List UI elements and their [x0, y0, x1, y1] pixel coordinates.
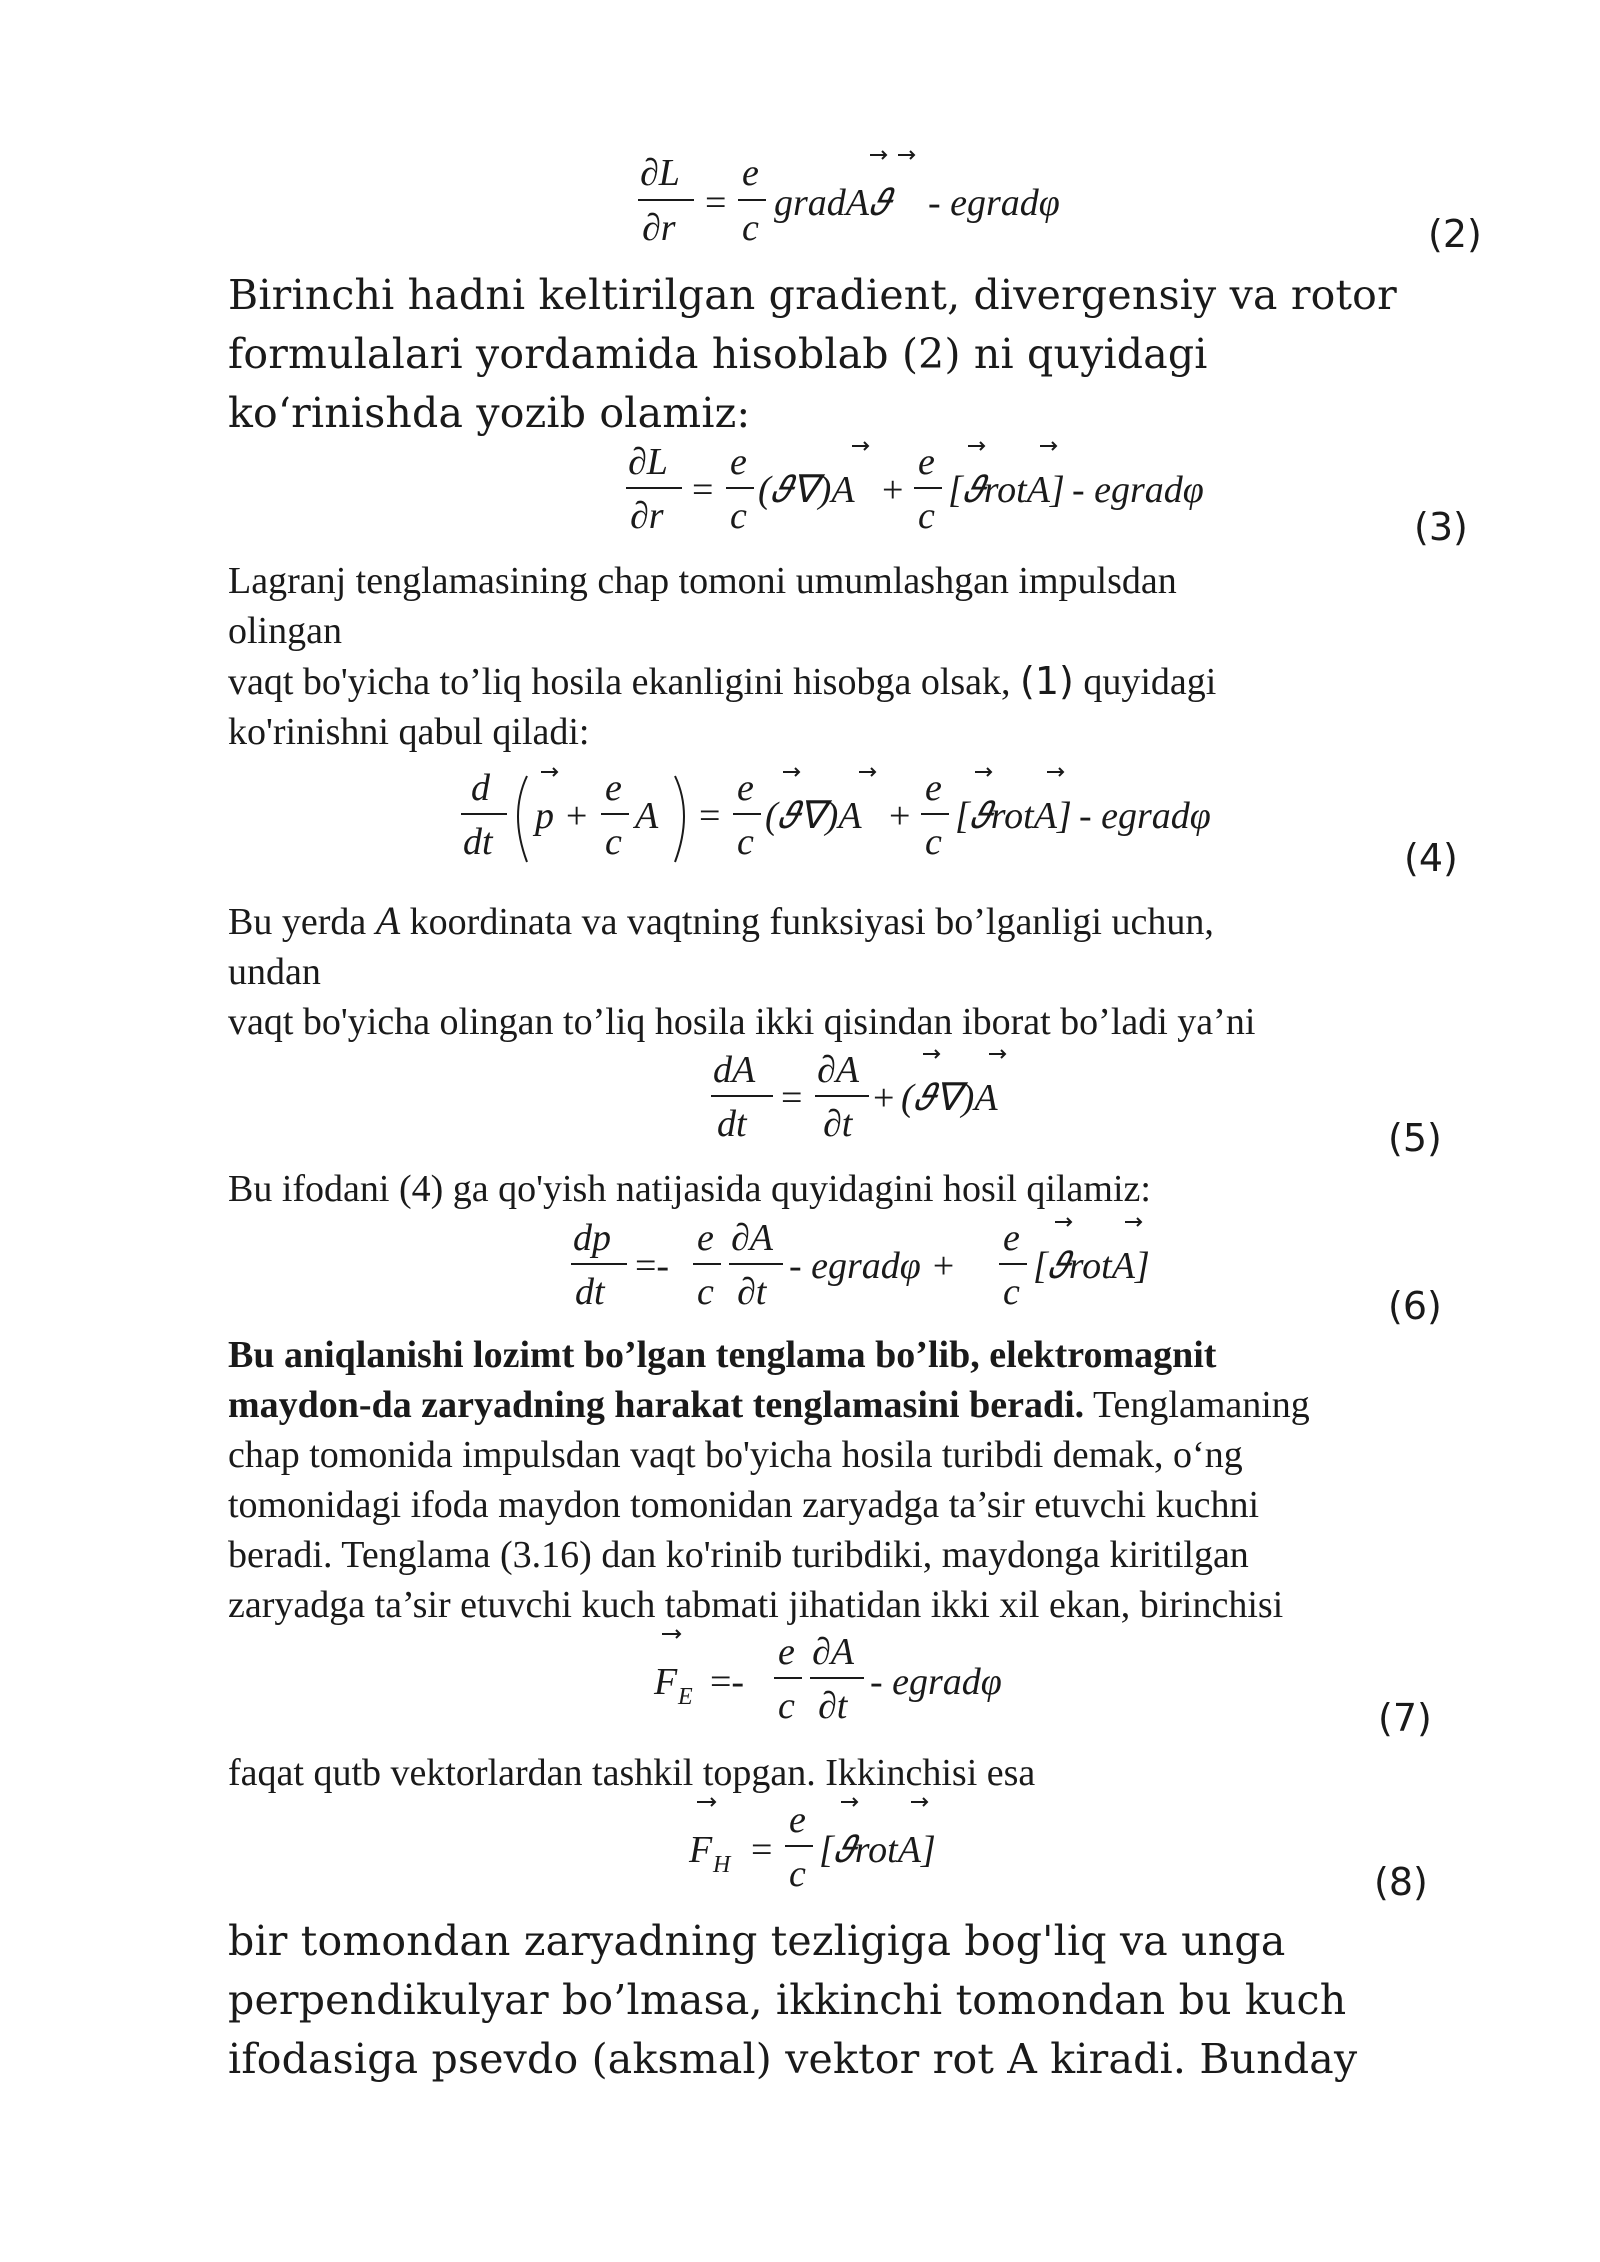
eq7-lhs-sub: E — [678, 1684, 693, 1710]
eq4-inner: p + — [535, 795, 590, 837]
text-line: chap tomonida impulsdan vaqt bo'yicha hosila turibdi demak, oʻng — [228, 1434, 1243, 1476]
eq8-term: [𝜗rotA] — [819, 1829, 936, 1871]
text-span: vaqt bo'yicha to’liq hosila ekanligini hisobga olsak, — [228, 661, 1021, 703]
eq5-rhs-num: ∂A — [817, 1049, 859, 1091]
eq2-lhs-num: ∂L — [640, 152, 680, 194]
equation-3 — [620, 432, 1260, 552]
eq5-term: (𝜗∇)A — [901, 1077, 998, 1119]
eq6-term2: - egradφ + — [789, 1245, 956, 1287]
text-line: perpendikulyar bo’lmasa, ikkinchi tomondan bu kuch — [228, 1976, 1347, 2024]
text-line: olingan — [228, 610, 342, 652]
svg-text:+: + — [873, 1077, 895, 1119]
text-line: bir tomondan zaryadning tezligiga bog'liq va unga — [228, 1917, 1286, 1965]
svg-text:=-: =- — [635, 1245, 670, 1287]
eq6-term1-num: ∂A — [731, 1217, 773, 1259]
paragraph-4 — [228, 1164, 1488, 1214]
eq2-coef-num: e — [742, 152, 759, 194]
eq4-term3: - egradφ — [1079, 795, 1211, 837]
equation-5 — [705, 1040, 1065, 1160]
eq7-rhs-den: ∂t — [818, 1685, 848, 1727]
eq4-term2: [𝜗rotA] — [955, 795, 1072, 837]
eq3-lhs-num: ∂L — [628, 441, 668, 483]
text-line: vaqt bo'yicha olingan to’liq hosila ikki qisindan iborat bo’ladi ya’ni — [228, 1001, 1256, 1043]
text-line: Birinchi hadni keltirilgan gradient, divergensiy va rotor — [228, 271, 1397, 319]
svg-text:c: c — [925, 821, 942, 863]
text-line — [228, 896, 1488, 947]
equation-8 — [685, 1790, 985, 1910]
eq6-term1-den: ∂t — [737, 1271, 767, 1313]
svg-text:c: c — [918, 495, 935, 537]
svg-text:e: e — [925, 767, 942, 809]
text-line: tomonidagi ifoda maydon tomonidan zaryadga ta’sir etuvchi kuchni — [228, 1484, 1260, 1526]
paragraph-5 — [228, 1330, 1488, 1630]
paragraph-7 — [228, 1912, 1488, 2089]
eq6-term3: [𝜗rotA] — [1033, 1245, 1150, 1287]
text-line — [228, 1380, 1488, 1430]
paragraph-1 — [228, 266, 1488, 443]
reference-1: (1) — [1020, 659, 1074, 703]
text-line: zaryadga ta’sir etuvchi kuch tabmati jihatidan ikki xil ekan, birinchisi — [228, 1584, 1284, 1626]
svg-text:e: e — [730, 441, 747, 483]
eq3-term3: - egradφ — [1072, 469, 1204, 511]
svg-text:=: = — [699, 795, 721, 837]
text-line: formulalari yordamida hisoblab (2) ni quyidagi — [228, 330, 1208, 378]
svg-text:c: c — [1003, 1271, 1020, 1313]
equation-4 — [455, 758, 1275, 878]
eq8-lhs: F — [689, 1829, 713, 1871]
svg-text:e: e — [697, 1217, 714, 1259]
paragraph-3 — [228, 896, 1488, 1047]
text-line: undan — [228, 951, 321, 993]
eq3-term2: [𝜗rotA] — [948, 469, 1065, 511]
svg-text:e: e — [778, 1631, 795, 1673]
svg-text:e: e — [737, 767, 754, 809]
eq8-lhs-sub: H — [713, 1852, 731, 1878]
eq4-term1: (𝜗∇)A — [765, 795, 862, 837]
svg-text:e: e — [605, 767, 622, 809]
eq3-term1: (𝜗∇)A — [758, 469, 855, 511]
equation-number-8: (8) — [1374, 1860, 1428, 1904]
eq2-coef-den: c — [742, 207, 759, 249]
eq5-lhs-den: dt — [717, 1103, 747, 1145]
equation-6 — [565, 1208, 1185, 1328]
svg-text:=-: =- — [710, 1661, 745, 1703]
text-line: ko'rinishni qabul qiladi: — [228, 711, 590, 753]
text-line: faqat qutb vektorlardan tashkil topgan. Ikkinchisi esa — [228, 1752, 1036, 1794]
equation-number-5: (5) — [1388, 1116, 1442, 1160]
svg-text:c: c — [697, 1271, 714, 1313]
eq6-lhs-den: dt — [575, 1271, 605, 1313]
svg-text:+: + — [882, 469, 904, 511]
svg-text:=: = — [705, 182, 727, 224]
text-line: Bu ifodani (4) ga qo'yish natijasida quyidagini hosil qilamiz: — [228, 1168, 1151, 1210]
text-line: beradi. Tenglama (3.16) dan ko'rinib turibdiki, maydonga kiritilgan — [228, 1534, 1249, 1576]
eq5-lhs-num: dA — [713, 1049, 756, 1091]
svg-text:c: c — [789, 1853, 806, 1895]
eq2-term2: - egradφ — [928, 182, 1060, 224]
svg-text:=: = — [692, 469, 714, 511]
eq7-lhs: F — [654, 1661, 678, 1703]
eq3-lhs-den: ∂r — [630, 495, 664, 537]
symbol-A: A — [375, 898, 401, 943]
svg-text:e: e — [1003, 1217, 1020, 1259]
equation-number-2: (2) — [1428, 212, 1482, 256]
eq2-lhs-den: ∂r — [642, 207, 676, 249]
text-line: Lagranj tenglamasining chap tomoni umumlashgan impulsdan — [228, 560, 1177, 602]
equation-2 — [630, 140, 1150, 270]
svg-text:e: e — [918, 441, 935, 483]
svg-text:+: + — [889, 795, 911, 837]
equation-number-7: (7) — [1378, 1696, 1432, 1740]
eq2-term1: gradA𝜗 — [774, 182, 891, 224]
text-span: quyidagi — [1073, 661, 1217, 703]
paragraph-2 — [228, 556, 1488, 757]
eq6-lhs-num: dp — [573, 1217, 611, 1259]
svg-text:c: c — [737, 821, 754, 863]
svg-text:e: e — [789, 1799, 806, 1841]
text-span: Bu yerda — [228, 901, 376, 943]
eq5-rhs-den: ∂t — [823, 1103, 853, 1145]
svg-text:c: c — [730, 495, 747, 537]
svg-text:=: = — [781, 1077, 803, 1119]
text-line: koʻrinishda yozib olamiz: — [228, 389, 751, 437]
text-line — [228, 656, 1488, 707]
text-line: ifodasiga psevdo (aksmal) vektor rot A kiradi. Bunday — [228, 2035, 1358, 2083]
eq4-inner-A: A — [635, 795, 659, 837]
equation-7 — [650, 1622, 1070, 1742]
eq7-term2: - egradφ — [870, 1661, 1002, 1703]
text-span: koordinata va vaqtning funksiyasi bo’lganligi uchun, — [400, 901, 1214, 943]
equation-number-4: (4) — [1404, 836, 1458, 880]
svg-text:c: c — [778, 1685, 795, 1727]
text-span-bold: maydon-da zaryadning harakat tenglamasini beradi. — [228, 1384, 1085, 1426]
eq4-d-den: dt — [463, 821, 493, 863]
text-line-bold: Bu aniqlanishi lozimt bo’lgan tenglama bo’lib, elektromagnit — [228, 1334, 1217, 1376]
equation-number-6: (6) — [1388, 1284, 1442, 1328]
svg-text:c: c — [605, 821, 622, 863]
svg-text:=: = — [751, 1829, 773, 1871]
eq4-d-num: d — [471, 767, 490, 809]
equation-number-3: (3) — [1414, 505, 1468, 549]
text-span: Tenglamaning — [1084, 1384, 1310, 1426]
eq7-rhs-num: ∂A — [812, 1631, 854, 1673]
